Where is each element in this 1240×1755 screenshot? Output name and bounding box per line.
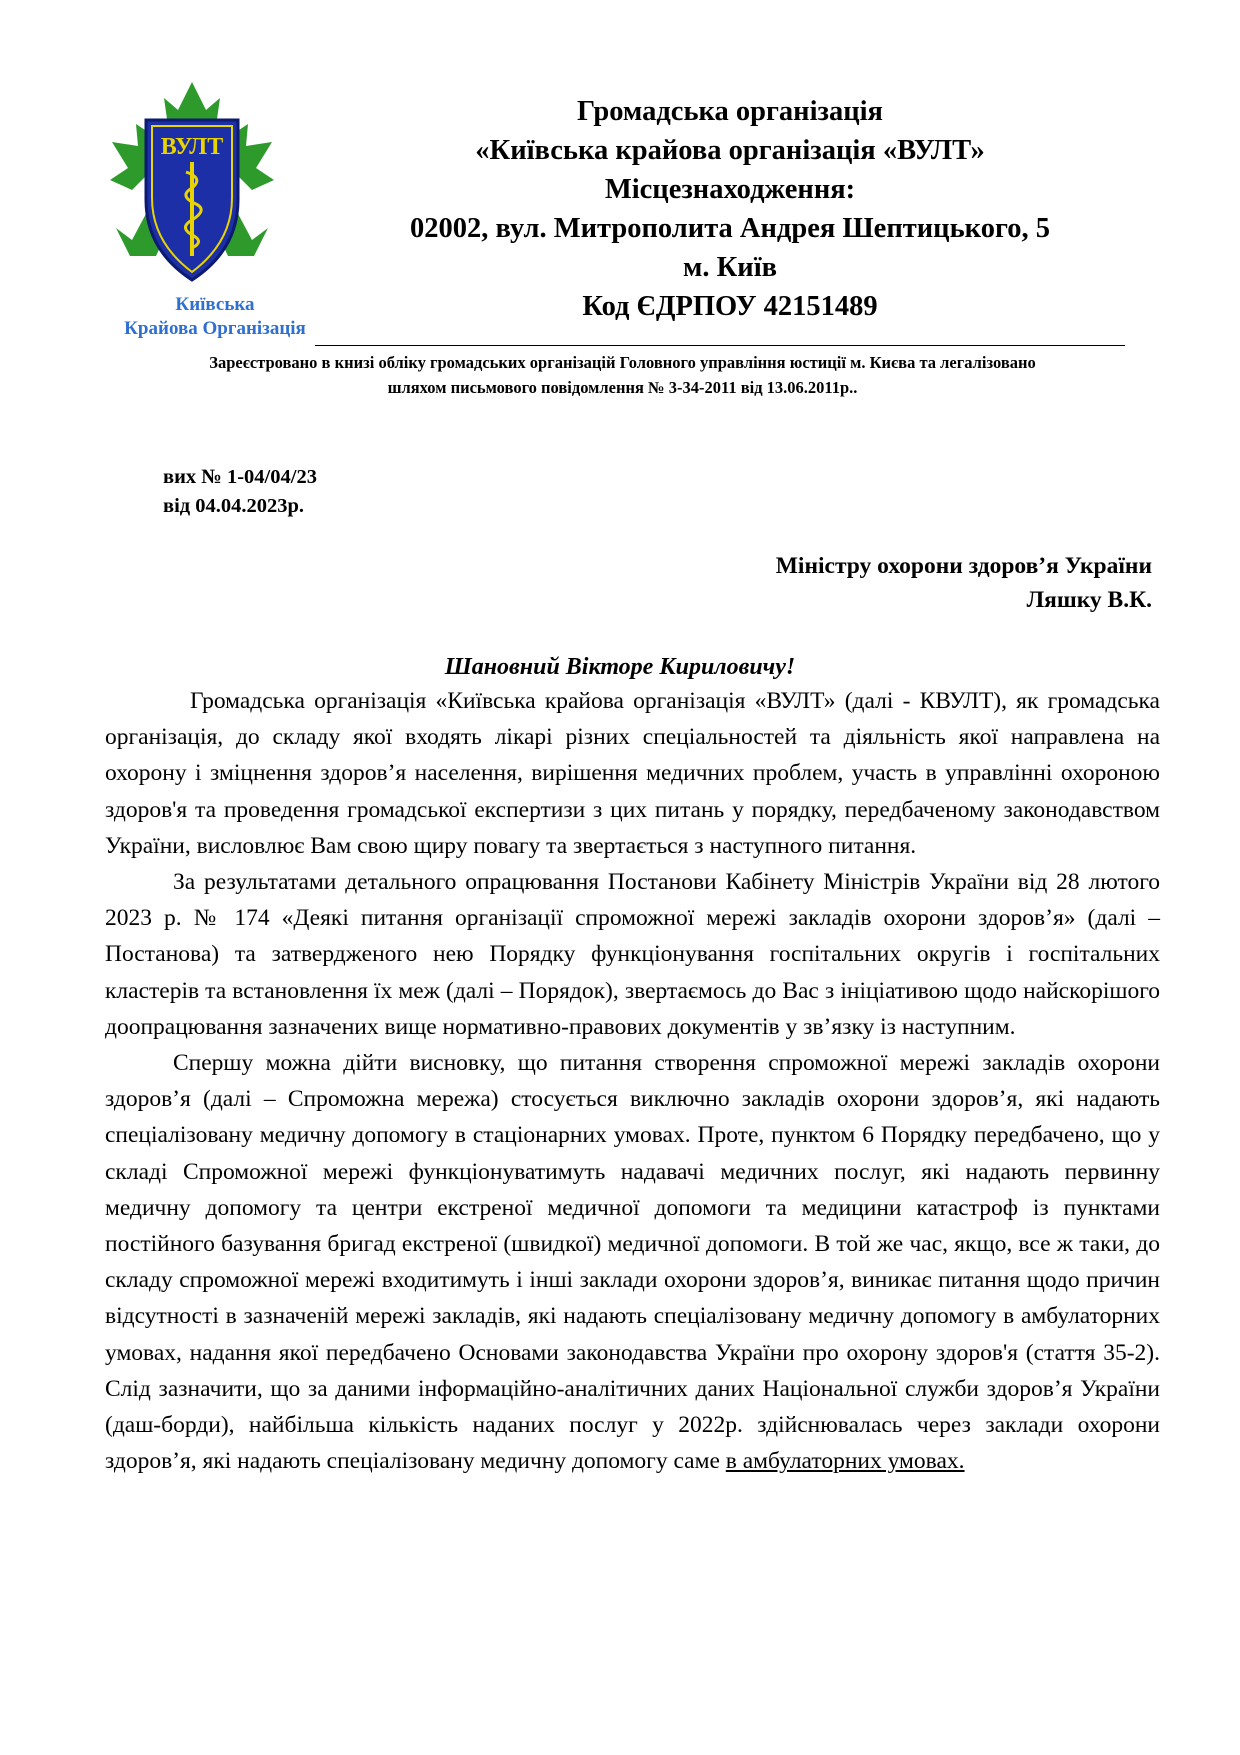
vult-emblem-icon xyxy=(108,80,276,290)
logo-caption-line1: Київська xyxy=(175,294,255,315)
outgoing-reference xyxy=(163,463,317,521)
logo-caption xyxy=(95,293,335,341)
header-line2: «Київська крайова організація «ВУЛТ» xyxy=(475,135,985,166)
salutation: Шановний Вікторе Кириловичу! xyxy=(444,654,796,680)
header-line1: Громадська організація xyxy=(577,96,883,127)
logo-caption-line2: Крайова Організація xyxy=(124,318,306,339)
addressee-line2: Ляшку В.К. xyxy=(1026,587,1152,613)
registration-line1: Зареєстровано в книзі обліку громадських організацій Головного управління юстиції м. Києва та легалізовано xyxy=(209,353,1036,372)
letter-body xyxy=(105,683,1160,1479)
body-paragraph-3-text: Спершу можна дійти висновку, що питання створення спроможної мережі закладів охорони здоров’я (далі – Спроможна мережа) стосується виключно закладів охорони здоров’я, які надають спеціалізовану медичну допомогу в стаціонарних умовах. Проте, пунктом 6 Порядку передбачено, що у складі Спроможної мережі функціонуватимуть надавачі медичних послуг, які надають первинну медичну допомогу та центри екстреної медичної допомоги та медицини катастроф із пунктами постійного базування бригад екстреної (швидкої) медичної допомоги. В той же час, якщо, все ж таки, до складу спроможної мережі входитимуть і інші заклади охорони здоров’я, виникає питання щодо причин відсутності в зазначеній мережі закладів, які надають спеціалізовану медичну допомогу в амбулаторних умовах, надання якої передбачено Основами законодавства України про охорону здоров'я (стаття 35-2). Слід зазначити, що за даними інформаційно-аналітичних даних Національної служби здоров’я України (даш-борди), найбільша кількість наданих послуг у 2022р. здійснювалась через заклади охорони здоров’я, які надають спеціалізовану медичну допомогу саме xyxy=(105,1050,1160,1475)
registration-note xyxy=(95,350,1150,400)
header-line6: Код ЄДРПОУ 42151489 xyxy=(582,291,878,322)
underlined-emphasis: в амбулаторних умовах. xyxy=(725,1448,965,1475)
header-divider xyxy=(315,345,1125,346)
registration-line2: шляхом письмового повідомлення № 3-34-2011 від 13.06.2011р.. xyxy=(387,378,858,397)
body-paragraph-1: Громадська організація «Київська крайова організація «ВУЛТ» (далі - КВУЛТ), як громадська організація, до складу якої входять лікарі різних спеціальностей та діяльність якої направлена на охорону і зміцнення здоров’я населення, вирішення медичних проблем, участь в управлінні охороною здоров'я та проведення громадської експертизи з цих питань у порядку, передбаченому законодавством України, висловлює Вам свою щиру повагу та звертається з наступного питання. xyxy=(105,688,1160,859)
organization-logo xyxy=(108,80,276,290)
emblem-text: ВУЛТ xyxy=(160,134,224,160)
body-paragraph-2: За результатами детального опрацювання Постанови Кабінету Міністрів України від 28 лютого 2023 р. № 174 «Деякі питання організації спроможної мережі закладів охорони здоров’я» (далі – Постанова) та затвердженого нею Порядку функціонування госпітальних округів і госпітальних кластерів та встановлення їх меж (далі – Порядок), звертаємось до Вас з ініціативою щодо найскорішого доопрацювання зазначених вище нормативно-правових документів у зв’язку із наступним. xyxy=(105,869,1160,1040)
addressee-block xyxy=(776,549,1152,617)
addressee-line1: Міністру охорони здоров’я України xyxy=(775,553,1152,579)
header-line4: 02002, вул. Митрополита Андрея Шептицького, 5 xyxy=(410,213,1050,244)
header-line3: Місцезнаходження: xyxy=(604,174,856,205)
outgoing-number: вих № 1-04/04/23 xyxy=(163,466,317,488)
header-line5: м. Київ xyxy=(682,252,778,283)
organization-header xyxy=(300,92,1160,326)
outgoing-date: від 04.04.2023р. xyxy=(163,495,305,517)
body-paragraph-3 xyxy=(105,1045,1160,1479)
